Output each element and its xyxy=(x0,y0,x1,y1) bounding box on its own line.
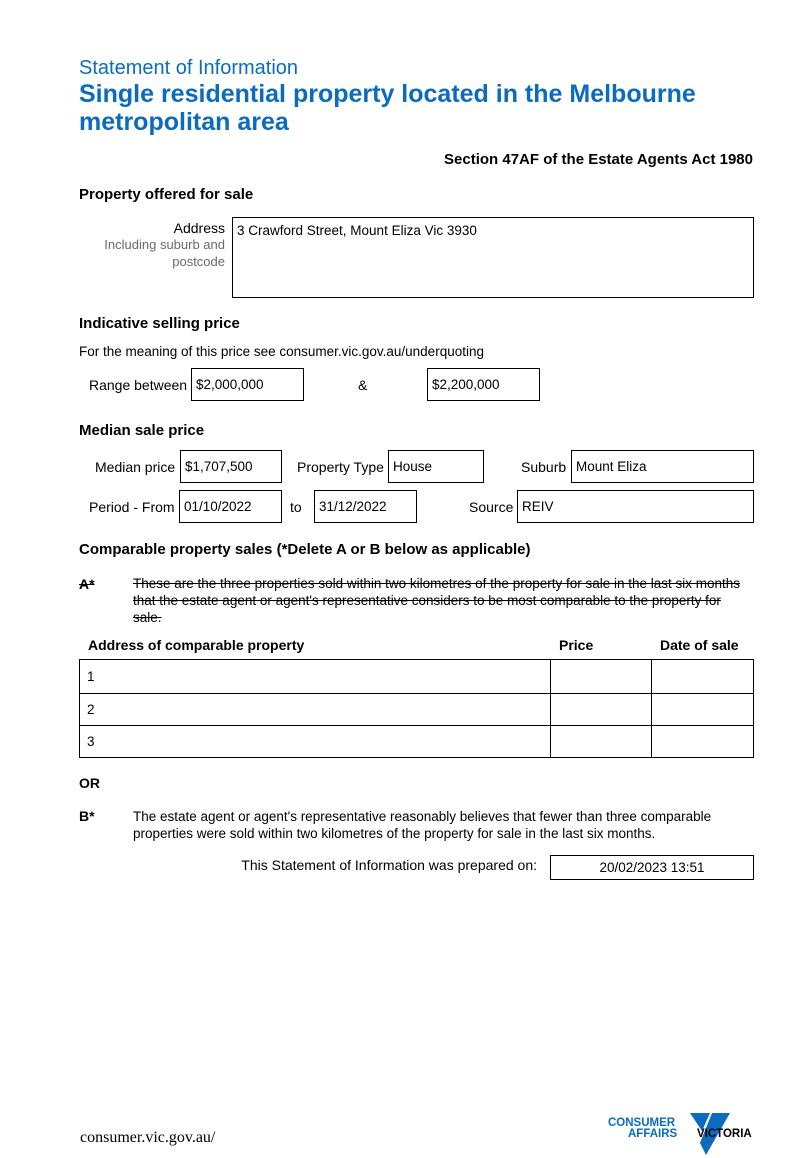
suburb-field[interactable]: Mount Eliza xyxy=(571,450,754,483)
logo-text-consumer: CONSUMER xyxy=(608,1117,676,1129)
comparable-date-cell[interactable] xyxy=(652,694,754,726)
option-b-text: The estate agent or agent's representative reasonably believes that fewer than three comparable properties were sold within two kilometres of the property for sale in the last six months. xyxy=(133,809,712,841)
row-number: 2 xyxy=(87,702,95,717)
row-number: 3 xyxy=(87,734,95,749)
comparable-address-cell[interactable] xyxy=(80,694,551,726)
table-row xyxy=(80,694,754,726)
median-price-label: Median price xyxy=(95,459,176,475)
source-label: Source xyxy=(469,499,514,515)
comparable-price-cell[interactable] xyxy=(551,726,652,758)
comparable-address-cell[interactable] xyxy=(80,660,551,694)
range-label: Range between xyxy=(89,377,188,393)
document-title: Single residential property located in the Melbourne metropolitan area xyxy=(79,80,696,136)
consumer-affairs-victoria-logo xyxy=(608,1113,758,1158)
option-a-marker: A* xyxy=(79,576,95,592)
column-header-address: Address of comparable property xyxy=(88,637,305,653)
address-hint: Including suburb and postcode xyxy=(104,237,225,269)
column-header-date: Date of sale xyxy=(660,637,739,653)
option-b-marker: B* xyxy=(79,808,95,824)
footer-url[interactable]: consumer.vic.gov.au/ xyxy=(80,1129,216,1146)
address-label: Address xyxy=(173,220,225,236)
period-to-field[interactable]: 31/12/2022 xyxy=(314,490,417,523)
column-header-price: Price xyxy=(559,637,594,653)
logo-text-affairs: AFFAIRS xyxy=(628,1128,678,1140)
property-type-label: Property Type xyxy=(297,459,384,475)
table-row xyxy=(80,726,754,758)
ampersand: & xyxy=(358,377,368,393)
indicative-heading: Indicative selling price xyxy=(79,315,240,332)
comparable-date-cell[interactable] xyxy=(652,726,754,758)
comparable-table xyxy=(79,659,754,758)
comparable-price-cell[interactable] xyxy=(551,694,652,726)
prepared-date-field[interactable]: 20/02/2023 13:51 xyxy=(550,855,754,880)
property-heading: Property offered for sale xyxy=(79,186,254,203)
source-field[interactable]: REIV xyxy=(517,490,754,523)
indicative-note: For the meaning of this price see consumer.vic.gov.au/underquoting xyxy=(79,344,484,359)
document-subtitle: Statement of Information xyxy=(79,57,299,79)
period-from-field[interactable]: 01/10/2022 xyxy=(179,490,282,523)
address-field[interactable]: 3 Crawford Street, Mount Eliza Vic 3930 xyxy=(232,217,754,298)
median-heading: Median sale price xyxy=(79,422,205,439)
or-label: OR xyxy=(79,775,100,791)
comparable-price-cell[interactable] xyxy=(551,660,652,694)
suburb-label: Suburb xyxy=(521,459,567,475)
prepared-label: This Statement of Information was prepared on: xyxy=(241,857,537,873)
comparable-address-cell[interactable] xyxy=(80,726,551,758)
period-from-label: Period - From xyxy=(89,499,175,515)
act-reference: Section 47AF of the Estate Agents Act 1980 xyxy=(444,151,753,168)
period-to-label: to xyxy=(290,499,302,515)
logo-text-victoria: VICTORIA xyxy=(697,1128,752,1140)
property-type-field[interactable]: House xyxy=(388,450,484,483)
comparable-date-cell[interactable] xyxy=(652,660,754,694)
option-a-text: These are the three properties sold within two kilometres of the property for sale in the last six months that the estate agent or agent's representative considers to be most comparable to the property for sale. xyxy=(133,576,741,625)
table-row xyxy=(80,660,754,694)
price-low-field[interactable]: $2,000,000 xyxy=(191,368,304,401)
row-number: 1 xyxy=(87,669,95,684)
comparable-heading: Comparable property sales (*Delete A or B below as applicable) xyxy=(79,541,531,558)
median-price-field[interactable]: $1,707,500 xyxy=(180,450,282,483)
price-high-field[interactable]: $2,200,000 xyxy=(427,368,540,401)
